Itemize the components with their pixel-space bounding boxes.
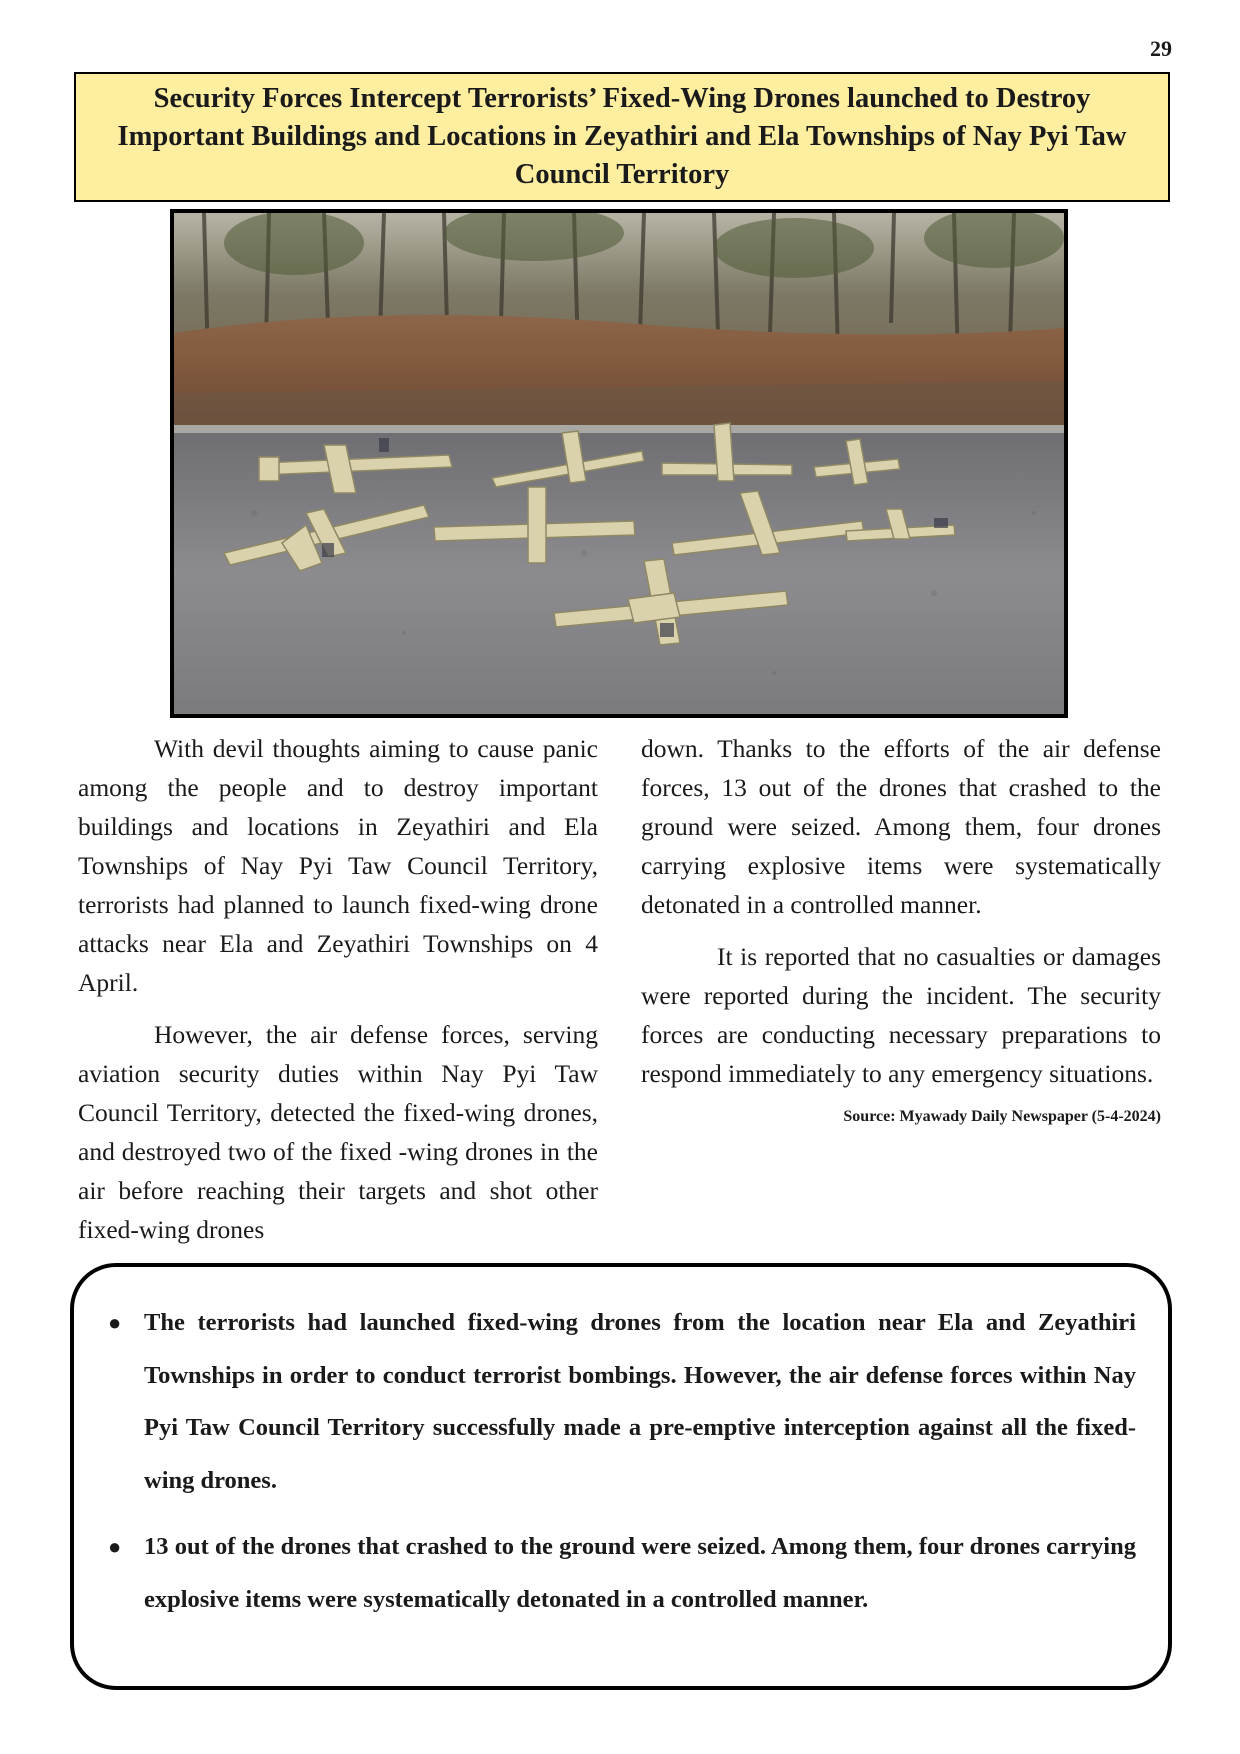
drones-photo: [170, 209, 1068, 718]
page-number: 29: [1150, 36, 1172, 61]
summary-bullet: [98, 1297, 1136, 1507]
drones-photo-illustration: [174, 213, 1064, 714]
article-paragraph: However, the air defense forces, serving aviation security duties within Nay Pyi Taw Council Territory, detected the fixed-wing drones, and destroyed two of the fixed -wing drones in the air before reaching their targets and shot other fixed-wing drones: [78, 1020, 598, 1244]
summary-bullet: [98, 1521, 1136, 1626]
bullet-icon: ●: [108, 1534, 122, 1559]
article-paragraph: down. Thanks to the efforts of the air defense forces, 13 out of the drones that crashed to the ground were seized. Among them, four drones carrying explosive items were systematically detonated in a controlled manner.: [641, 734, 1161, 919]
article-columns: [78, 729, 1166, 1247]
summary-box: [70, 1263, 1172, 1690]
article-column-right: [641, 729, 1161, 1127]
article-column-left: [78, 729, 598, 1249]
source-citation: Source: Myawady Daily Newspaper (5-4-2024): [843, 1108, 1161, 1125]
summary-bullet-text: 13 out of the drones that crashed to the ground were seized. Among them, four drones carrying explosive items were systematically detonated in a controlled manner.: [144, 1533, 1136, 1613]
title-box: [74, 72, 1170, 202]
summary-list: [98, 1297, 1136, 1626]
article-paragraph: It is reported that no casualties or damages were reported during the incident. The security forces are conducting necessary preparations to respond immediately to any emergency situations.: [641, 942, 1161, 1088]
bullet-icon: ●: [108, 1310, 122, 1335]
article-title: Security Forces Intercept Terrorists’ Fixed-Wing Drones launched to Destroy Important Buildings and Locations in Zeyathiri and Ela Townships of Nay Pyi Taw Council Territory: [117, 83, 1127, 190]
summary-bullet-text: The terrorists had launched fixed-wing drones from the location near Ela and Zeyathiri Townships in order to conduct terrorist bombings. However, the air defense forces within Nay Pyi Taw Council Territory successfully made a pre-emptive interception against all the fixed-wing drones.: [144, 1309, 1136, 1494]
article-paragraph: With devil thoughts aiming to cause panic among the people and to destroy important buildings and locations in Zeyathiri and Ela Townships of Nay Pyi Taw Council Territory, terrorists had planned to launch fixed-wing drone attacks near Ela and Zeyathiri Townships on 4 April.: [78, 734, 598, 997]
